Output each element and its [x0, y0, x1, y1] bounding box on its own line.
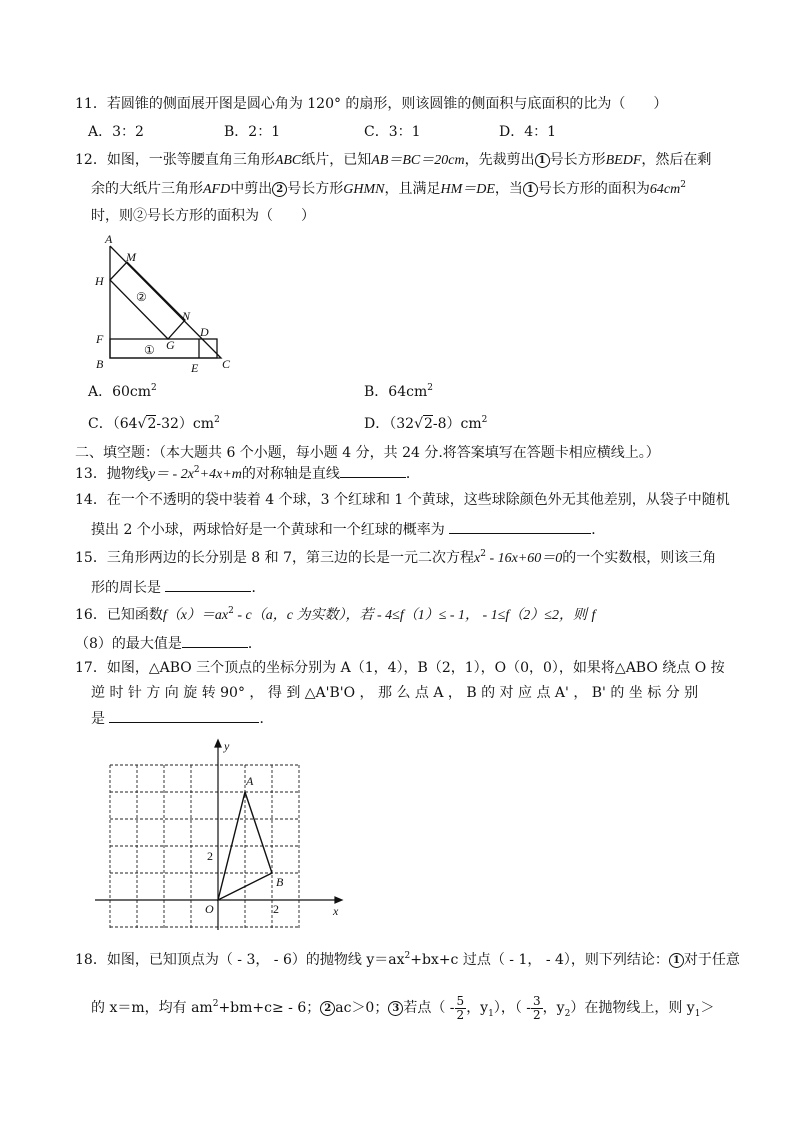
label-a: A: [246, 774, 254, 788]
tick-x-2: 2: [273, 902, 279, 916]
q11-stem: 11．若圆锥的侧面展开图是圆心角为 120° 的扇形，则该圆锥的侧面积与底面积的比为（ ）: [75, 96, 668, 112]
q12-line2: 余的大纸片三角形AFD中剪出 2 号长方形GHMN，且满足HM＝DE，当 1 号长方形的面积为$64cm^2$: [91, 180, 686, 197]
q12-option-c: C．$(64√2-32)cm^2$: [88, 415, 220, 432]
answer-blank[interactable]: [182, 633, 248, 648]
circled-one: 1: [535, 153, 550, 168]
q12-figure: [88, 230, 248, 375]
label-y: y: [224, 739, 230, 753]
tick-y-2: 2: [207, 849, 213, 863]
label-o: O: [205, 902, 214, 916]
q12-line1: 12．如图，一张等腰直角三角形ABC纸片，已知AB＝BC＝20cm，先裁剪出 1 号长方形BEDF，然后在剩: [75, 152, 712, 168]
x-axis-arrow: [335, 897, 342, 903]
q12-option-a: A．$60cm^2$: [88, 383, 157, 400]
q12-line3: 时，则②号长方形的面积为（ ）: [91, 208, 315, 224]
circled-two: 2: [272, 182, 287, 197]
q12-option-d: D．$(32√2-8)cm^2$: [364, 415, 488, 432]
label-h: H: [95, 274, 104, 288]
label-circled-one: ①: [144, 343, 155, 357]
section-two-heading: 二、填空题：（本大题共 6 个小题，每小题 4 分，共 24 分.将答案填写在答题卡相应横线上。）: [75, 445, 660, 461]
label-g: G: [166, 338, 175, 352]
answer-blank[interactable]: [449, 519, 591, 534]
q16-line2: （8）的最大值是 ．: [75, 633, 262, 654]
q12-option-b: B．$64cm^2$: [364, 383, 433, 400]
label-c: C: [222, 357, 231, 371]
circled-two: 2: [320, 1001, 335, 1016]
q18-line2: 的 x＝m，均有 $am^2+bm+c\ge - 6$； 2 ac＞0； 3 若点（ - $\frac{5}{2}$ ，$y_1$），（ - $\frac{3}{2}$ ，$y_2$）在抛物线上，则 $y_1>$: [91, 993, 715, 1022]
q15-line2: 形的周长是 ．: [91, 577, 265, 598]
fraction-five-halves: $\frac{5}{2}$: [456, 993, 465, 1022]
q14-line1: 14．在一个不透明的袋中装着 4 个球，3 个红球和 1 个黄球，这些球除颜色外无其他差别，从袋子中随机: [75, 492, 730, 508]
q11-option-a: A．3：2: [88, 124, 144, 140]
q13: 13．抛物线$y= - 2x^2+4x+m$的对称轴是直线 ．: [75, 465, 420, 482]
q14-line2: 摸出 2 个小球，两球恰好是一个黄球和一个红球的概率为 ．: [91, 519, 605, 540]
y-axis-arrow: [215, 740, 221, 747]
answer-blank[interactable]: [109, 708, 259, 723]
circled-one: 1: [523, 182, 538, 197]
label-b: B: [276, 875, 284, 889]
answer-blank[interactable]: [165, 577, 251, 592]
q16-line1: 16．已知函数$f(x)=ax^2 - c(a$，c 为实数），若 - 4≤f（1）≤ - 1， - 1≤f（2）≤2，则 f: [75, 606, 596, 623]
q18-line1: 18．如图，已知顶点为（ - 3， - 6）的抛物线 $y=ax^2+bx+c$ 过点（ - 1， - 4），则下列结论： 1 对于任意: [75, 951, 740, 968]
q17-line2: 逆 时 针 方 向 旋 转 90° ， 得 到 △A'B'O ， 那 么 点 A ， B 的 对 应 点 A' ， B' 的 坐 标 分 别: [91, 685, 699, 701]
label-d: D: [200, 325, 209, 339]
q15-line1: 15．三角形两边的长分别是 8 和 7，第三边的长是一元二次方程$x^2 - 16x+60=0$的一个实数根，则该三角: [75, 549, 717, 566]
circled-one: 1: [669, 953, 684, 968]
label-m: M: [126, 250, 136, 264]
label-n: N: [182, 309, 191, 323]
q11-option-d: D．4：1: [499, 124, 557, 140]
q17-coordinate-figure: [90, 735, 350, 930]
label-f: F: [96, 332, 104, 346]
label-x: x: [333, 904, 339, 918]
label-circled-two: ②: [136, 290, 147, 304]
q17-line3: 是 ．: [91, 708, 273, 729]
rectangle-bedf: [110, 339, 217, 358]
q17-line1: 17．如图，△ABO 三个顶点的坐标分别为 A（1，4），B（2，1），O（0，0），如果将△ABO 绕点 O 按: [75, 660, 725, 676]
label-b: B: [96, 357, 104, 371]
rectangle-ghmn: [110, 262, 185, 339]
answer-blank[interactable]: [340, 463, 406, 478]
label-a: A: [105, 232, 113, 246]
q11-option-c: C．3：1: [364, 124, 421, 140]
circled-three: 3: [388, 1001, 403, 1016]
label-e: E: [191, 361, 199, 375]
q11-option-b: B．2：1: [224, 124, 281, 140]
fraction-three-halves: $\frac{3}{2}$: [533, 993, 541, 1022]
